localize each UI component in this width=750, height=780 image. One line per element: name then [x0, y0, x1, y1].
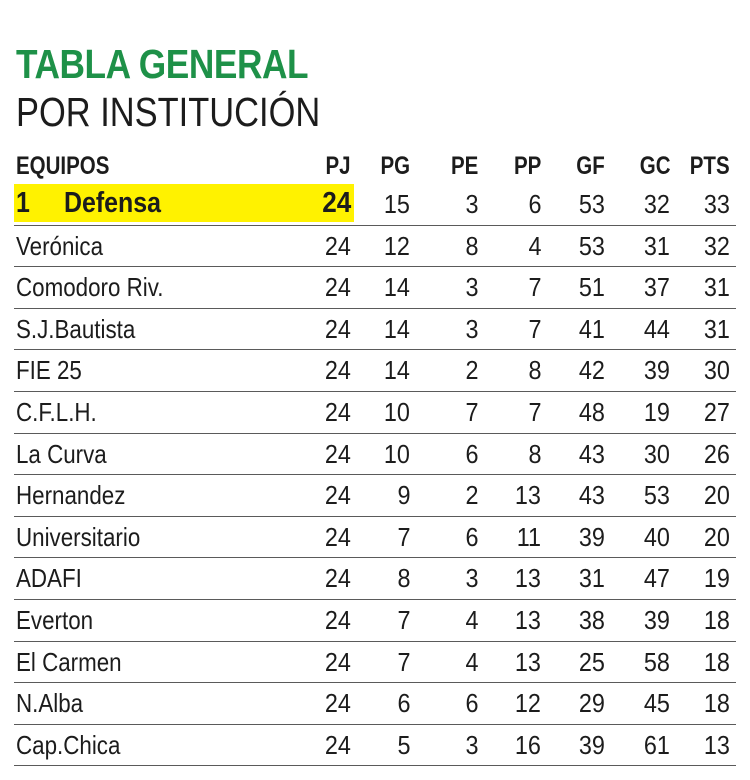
cell-pp: 13	[514, 480, 541, 511]
cell-gc: 61	[643, 729, 670, 760]
cell-gf: 39	[578, 729, 605, 760]
page-title: TABLA GENERAL	[16, 41, 309, 87]
table-row	[14, 350, 736, 392]
cell-pts: 13	[703, 729, 730, 760]
cell-pj: 24	[324, 272, 351, 303]
team-name: El Carmen	[16, 646, 122, 677]
cell-pe: 2	[464, 480, 478, 511]
cell-gf: 53	[578, 230, 605, 261]
team-name: C.F.L.H.	[16, 396, 97, 427]
cell-pe: 3	[464, 313, 478, 344]
cell-pe: 4	[464, 646, 478, 677]
team-name: FIE 25	[16, 355, 82, 386]
table-row	[14, 725, 736, 767]
page-subtitle: POR INSTITUCIÓN	[16, 89, 321, 135]
standings-table	[14, 146, 736, 766]
team-name: Universitario	[16, 521, 141, 552]
cell-gf: 51	[578, 272, 605, 303]
table-header	[14, 146, 736, 184]
cell-pts: 18	[703, 646, 730, 677]
cell-pp: 8	[527, 438, 541, 469]
leader-pts: 33	[703, 189, 730, 219]
cell-gf: 48	[578, 396, 605, 427]
cell-pe: 6	[464, 438, 478, 469]
cell-pts: 20	[703, 521, 730, 552]
cell-gf: 25	[578, 646, 605, 677]
leader-pj: 24	[321, 187, 351, 219]
table-row	[14, 600, 736, 642]
cell-gc: 19	[643, 396, 670, 427]
cell-gc: 30	[643, 438, 670, 469]
cell-pe: 8	[464, 230, 478, 261]
table-row	[14, 683, 736, 725]
header-team: EQUIPOS	[16, 152, 110, 180]
cell-gc: 39	[643, 604, 670, 635]
header-gc: GC	[639, 152, 670, 180]
cell-pg: 7	[396, 521, 410, 552]
cell-pp: 13	[514, 604, 541, 635]
cell-pe: 2	[464, 355, 478, 386]
cell-pts: 31	[703, 272, 730, 303]
cell-pp: 11	[516, 521, 541, 552]
cell-pe: 4	[464, 604, 478, 635]
leader-pe: 3	[464, 189, 478, 219]
header-pj: PJ	[325, 152, 351, 180]
leader-gc: 32	[643, 189, 670, 219]
cell-pg: 14	[383, 355, 410, 386]
header-pg: PG	[380, 152, 410, 180]
cell-pp: 7	[527, 396, 541, 427]
cell-pe: 3	[464, 272, 478, 303]
cell-pe: 6	[464, 521, 478, 552]
team-name: S.J.Bautista	[16, 313, 136, 344]
cell-gc: 47	[643, 563, 670, 594]
cell-pg: 10	[383, 438, 410, 469]
cell-pe: 6	[464, 688, 478, 719]
cell-pts: 31	[703, 313, 730, 344]
header-pp: PP	[513, 152, 541, 180]
cell-pj: 24	[324, 438, 351, 469]
table-row	[14, 226, 736, 268]
cell-gc: 45	[643, 688, 670, 719]
cell-pg: 14	[383, 313, 410, 344]
cell-gf: 42	[578, 355, 605, 386]
cell-pp: 12	[514, 688, 541, 719]
table-row	[14, 517, 736, 559]
cell-gf: 29	[578, 688, 605, 719]
cell-pp: 13	[514, 563, 541, 594]
cell-pj: 24	[324, 313, 351, 344]
team-name: Hernandez	[16, 480, 126, 511]
cell-gc: 53	[643, 480, 670, 511]
team-name: N.Alba	[16, 688, 84, 719]
cell-pg: 5	[396, 729, 410, 760]
header-pe: PE	[450, 152, 478, 180]
leader-pg: 15	[383, 189, 410, 219]
team-name: Verónica	[16, 230, 104, 261]
cell-pe: 7	[464, 396, 478, 427]
cell-pg: 7	[396, 646, 410, 677]
cell-gf: 43	[578, 438, 605, 469]
cell-gc: 58	[643, 646, 670, 677]
cell-pg: 8	[396, 563, 410, 594]
cell-pp: 7	[527, 313, 541, 344]
cell-pp: 7	[527, 272, 541, 303]
cell-pg: 10	[383, 396, 410, 427]
leader-pp: 6	[527, 189, 541, 219]
table-row	[14, 558, 736, 600]
team-name: La Curva	[16, 438, 107, 469]
cell-pj: 24	[324, 230, 351, 261]
table-row	[14, 309, 736, 351]
cell-pe: 3	[464, 563, 478, 594]
cell-pe: 3	[464, 729, 478, 760]
cell-pts: 27	[703, 396, 730, 427]
cell-pj: 24	[324, 688, 351, 719]
cell-gc: 40	[643, 521, 670, 552]
header-gf: GF	[576, 152, 605, 180]
cell-gc: 44	[643, 313, 670, 344]
table-row	[14, 434, 736, 476]
leader-team: Defensa	[64, 187, 162, 219]
cell-pj: 24	[324, 604, 351, 635]
cell-pts: 32	[703, 230, 730, 261]
cell-gc: 31	[643, 230, 670, 261]
cell-pp: 8	[527, 355, 541, 386]
cell-pg: 12	[383, 230, 410, 261]
cell-pts: 26	[703, 438, 730, 469]
cell-pj: 24	[324, 563, 351, 594]
cell-pts: 20	[703, 480, 730, 511]
cell-pj: 24	[324, 396, 351, 427]
cell-pts: 30	[703, 355, 730, 386]
cell-pp: 4	[527, 230, 541, 261]
table-row	[14, 392, 736, 434]
cell-gc: 39	[643, 355, 670, 386]
cell-pp: 13	[514, 646, 541, 677]
cell-pj: 24	[324, 646, 351, 677]
header-pts: PTS	[690, 152, 730, 180]
cell-pg: 9	[396, 480, 410, 511]
table-row	[14, 475, 736, 517]
team-name: Everton	[16, 604, 94, 635]
leader-gf: 53	[578, 189, 605, 219]
team-name: Cap.Chica	[16, 729, 121, 760]
cell-pg: 6	[396, 688, 410, 719]
cell-pts: 18	[703, 604, 730, 635]
team-name: Comodoro Riv.	[16, 272, 164, 303]
team-rows	[14, 226, 736, 767]
cell-pj: 24	[324, 729, 351, 760]
cell-gc: 37	[643, 272, 670, 303]
cell-pg: 7	[396, 604, 410, 635]
cell-pj: 24	[324, 480, 351, 511]
cell-pts: 19	[703, 563, 730, 594]
team-name: ADAFI	[16, 563, 82, 594]
leader-row	[14, 184, 736, 226]
cell-gf: 41	[578, 313, 605, 344]
cell-gf: 39	[578, 521, 605, 552]
cell-pp: 16	[514, 729, 541, 760]
table-row	[14, 267, 736, 309]
cell-pts: 18	[703, 688, 730, 719]
cell-pj: 24	[324, 355, 351, 386]
cell-gf: 31	[578, 563, 605, 594]
leader-position: 1	[16, 187, 30, 219]
cell-pg: 14	[383, 272, 410, 303]
cell-gf: 43	[578, 480, 605, 511]
cell-pj: 24	[324, 521, 351, 552]
cell-gf: 38	[578, 604, 605, 635]
table-row	[14, 642, 736, 684]
